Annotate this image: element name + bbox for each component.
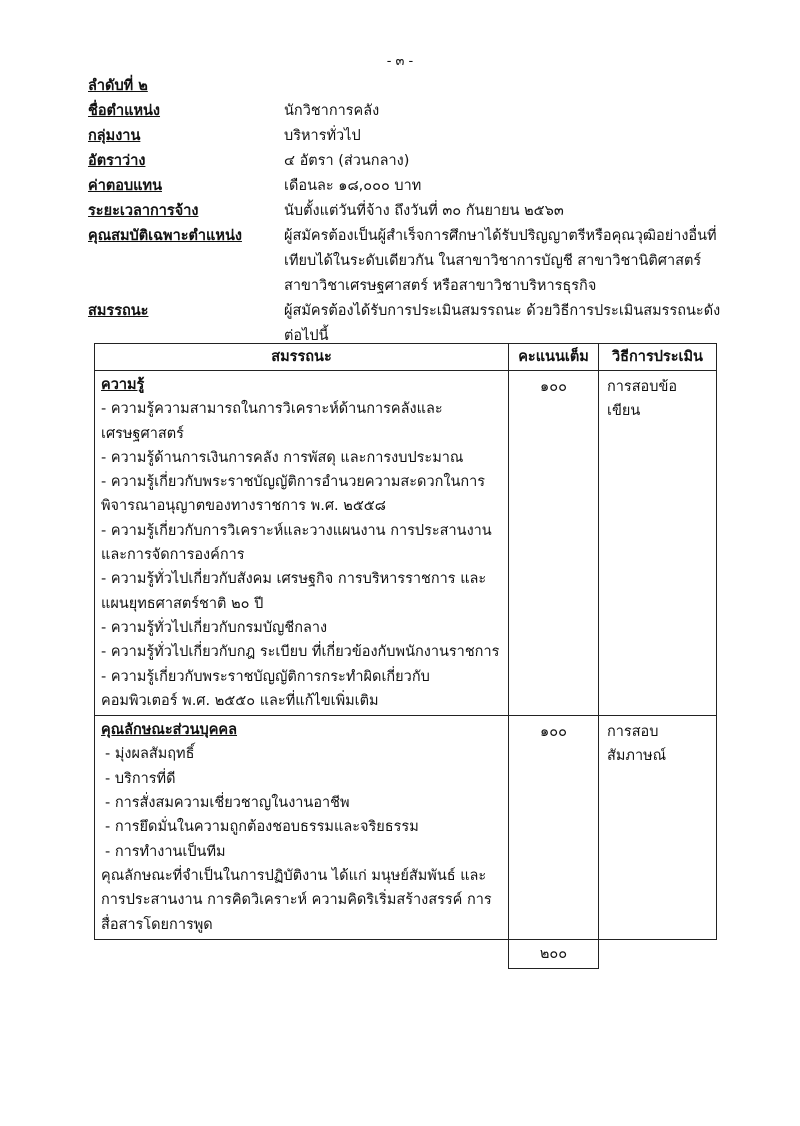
list-item: - ความรู้ทั่วไปเกี่ยวกับกฎ ระเบียบ ที่เกี่ยวข้องกับพนักงานราชการ (101, 644, 500, 661)
info-row-salary (88, 174, 728, 199)
total-row (95, 939, 717, 968)
score-cell: ๑๐๐ (509, 371, 599, 716)
header-score: คะแนนเต็ม (509, 344, 599, 371)
list-item: - ความรู้ทั่วไปเกี่ยวกับสังคม เศรษฐกิจ การบริหารราชการ และแผนยุทธศาสตร์ชาติ ๒๐ ปี (101, 571, 487, 612)
info-row-group (88, 124, 728, 149)
method-cell: การสอบสัมภาษณ์ (599, 716, 717, 940)
empty-cell (599, 939, 717, 968)
list-item: - มุ่งผลสัมฤทธิ์ (105, 746, 195, 763)
info-row-competency (88, 299, 728, 349)
empty-cell (95, 939, 509, 968)
info-value: เดือนละ ๑๘,๐๐๐ บาท (284, 178, 422, 194)
table-row (95, 716, 717, 940)
list-item: - การทำงานเป็นทีม (105, 843, 226, 860)
header-competency: สมรรถนะ (95, 344, 509, 371)
sequence-number: ลำดับที่ ๒ (88, 78, 148, 94)
list-item: - ความรู้เกี่ยวกับพระราชบัญญัติการอำนวยความสะดวกในการพิจารณาอนุญาตของทางราชการ พ.ศ. ๒๕๕๘ (101, 474, 486, 515)
info-label: กลุ่มงาน (88, 128, 141, 144)
info-label: อัตราว่าง (88, 153, 146, 169)
info-label: ระยะเวลาการจ้าง (88, 203, 199, 219)
section-title: คุณลักษณะส่วนบุคคล (101, 722, 238, 739)
position-info (88, 74, 728, 349)
list-item: - การสั่งสมความเชี่ยวชาญในงานอาชีพ (105, 795, 350, 812)
info-value: นับตั้งแต่วันที่จ้าง ถึงวันที่ ๓๐ กันยายน ๒๕๖๓ (284, 203, 564, 219)
method-cell: การสอบข้อเขียน (599, 371, 717, 716)
list-item: - ความรู้ความสามารถในการวิเคราะห์ด้านการคลังและเศรษฐศาสตร์ (101, 401, 443, 442)
score-cell: ๑๐๐ (509, 716, 599, 940)
competency-cell (95, 716, 509, 940)
info-value: บริหารทั่วไป (284, 128, 361, 144)
info-label: ชื่อตำแหน่ง (88, 103, 161, 119)
info-value: นักวิชาการคลัง (284, 103, 380, 119)
competency-table (94, 343, 717, 969)
section-title: ความรู้ (101, 377, 145, 393)
list-item: - ความรู้เกี่ยวกับการวิเคราะห์และวางแผนงาน การประสานงาน และการจัดการองค์การ (101, 522, 492, 564)
page-number: - ๓ - (386, 54, 414, 69)
info-value: ผู้สมัครต้องเป็นผู้สำเร็จการศึกษาได้รับปริญญาตรีหรือคุณวุฒิอย่างอื่นที่เทียบได้ในระดับเดียวกัน ในสาขาวิชาการบัญชี สาขาวิชานิติศาสตร์ สาขาวิชาเศรษฐศาสตร์ หรือสาขาวิชาบริหารธุรกิจ (284, 228, 717, 294)
list-item: - ความรู้ทั่วไปเกี่ยวกับกรมบัญชีกลาง (101, 619, 328, 636)
info-label: สมรรถนะ (88, 303, 149, 319)
info-row-vacancy (88, 149, 728, 174)
info-value: ๔ อัตรา (ส่วนกลาง) (284, 153, 410, 169)
info-value: ผู้สมัครต้องได้รับการประเมินสมรรถนะ ด้วยวิธีการประเมินสมรรถนะดังต่อไปนี้ (284, 303, 721, 344)
list-item: - การยึดมั่นในความถูกต้องชอบธรรมและจริยธรรม (105, 819, 419, 836)
header-method: วิธีการประเมิน (599, 344, 717, 371)
info-row-qualification (88, 224, 728, 299)
list-item: - ความรู้ด้านการเงินการคลัง การพัสดุ และการงบประมาณ (101, 449, 464, 466)
info-label: คุณสมบัติเฉพาะตำแหน่ง (88, 228, 242, 244)
list-item: - บริการที่ดี (105, 770, 176, 787)
table-row (95, 371, 717, 716)
note-text: คุณลักษณะที่จำเป็นในการปฏิบัติงาน ได้แก่ มนุษย์สัมพันธ์ และการประสานงาน การคิดวิเคราะห์ ความคิดริเริ่มสร้างสรรค์ การสื่อสารโดยการพูด (101, 867, 492, 933)
list-item: - ความรู้เกี่ยวกับพระราชบัญญัติการกระทำผิดเกี่ยวกับคอมพิวเตอร์ พ.ศ. ๒๕๕๐ และที่แก้ไขเพิ่มเติม (101, 668, 430, 709)
info-row-position (88, 99, 728, 124)
table-header-row (95, 344, 717, 371)
total-score: ๒๐๐ (509, 939, 599, 968)
competency-cell (95, 371, 509, 716)
info-row-period (88, 199, 728, 224)
info-label: ค่าตอบแทน (88, 178, 162, 194)
